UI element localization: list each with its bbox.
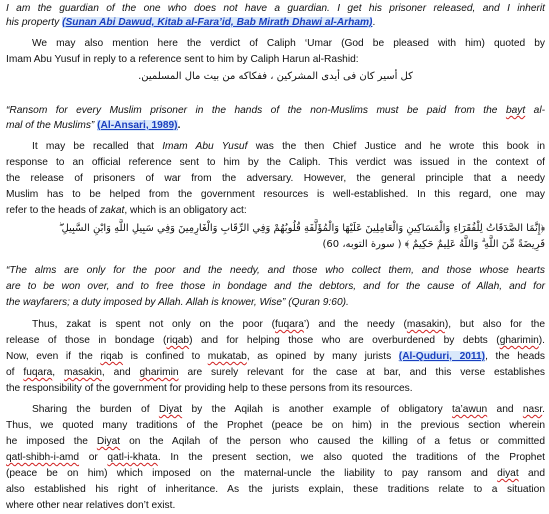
text: Imam Abu Yusuf in reply to a reference sent to him by Caliph Harun al-Rashid:	[6, 54, 359, 65]
spellcheck-word: bayt	[505, 105, 526, 116]
text: by the Aqilah is another example of obligatory	[191, 404, 443, 415]
text: ), but also for the	[444, 319, 545, 330]
text: (peace be on him) which imposed on the maternal-uncle the liability to pay ransom and	[6, 468, 488, 479]
text: ).	[538, 335, 546, 346]
text: Now, even if the	[6, 351, 93, 362]
citation-link[interactable]: (Al-Ansari, 1989)	[97, 120, 178, 131]
translation-line	[6, 296, 545, 309]
spellcheck-word: Diyat	[158, 404, 183, 415]
spellcheck-word: qatl-i-khata	[107, 452, 158, 463]
paragraph-line	[6, 382, 545, 395]
text: is confined to	[130, 351, 201, 362]
paragraph-line	[6, 204, 545, 217]
paragraph-line	[32, 37, 545, 50]
paragraph-line	[32, 140, 545, 153]
citation-link[interactable]: (Sunan Abi Dawud, Kitab al-Fara’id, Bab Mirath Dhawi al-Arham)	[62, 17, 373, 28]
spellcheck-word: riqab	[100, 351, 123, 362]
text: al-	[533, 105, 545, 116]
text: are to be won over, and to free those in bondage and the debtors, and for the cause of Allah, and for	[6, 281, 545, 292]
quran-verse-line	[6, 222, 545, 235]
arabic-quote	[6, 70, 545, 83]
translation-line	[6, 264, 545, 277]
text: Imam Abu Yusuf	[162, 141, 248, 152]
text: the wayfarers; a duty imposed by Allah. Allah is knower, Wise” (Quran 9:60).	[6, 297, 349, 308]
paragraph-line	[6, 188, 545, 201]
paragraph-line	[6, 419, 545, 432]
paragraph-line	[6, 483, 545, 496]
text: Thus, zakat is spent not only on the poor (	[32, 319, 276, 330]
text: Sharing the burden of	[32, 404, 150, 415]
text: “The alms are only for the poor and the needy, and those who collect them, and those whose hearts	[6, 265, 545, 276]
text: “Ransom for every Muslim prisoner in the hands of the non-Muslims must be paid from the	[6, 105, 498, 116]
text: he imposed the	[6, 436, 88, 447]
text: are surely relevant for the case at bar, and this verse establishes	[187, 367, 545, 378]
translation-line	[6, 280, 545, 293]
paragraph-line	[6, 451, 545, 464]
spellcheck-word: fuqara	[23, 367, 53, 378]
hadith-text-line	[6, 2, 545, 15]
spellcheck-word: fuqara	[275, 319, 304, 330]
text: .	[177, 120, 181, 131]
text: also established his right of inheritance. As the jurists explain, these traditions relate to a situation	[6, 484, 545, 495]
spellcheck-word: masakin	[406, 319, 445, 330]
text: It may be recalled that	[32, 141, 154, 152]
text: Muslim has to be helped from the government resources is well-established. In this regard, one may	[6, 189, 545, 200]
text: the release of prisoners of war from the adversary. However, the general principle that a needy	[6, 173, 545, 184]
text: his property	[6, 17, 60, 28]
arabic-text: ﴿إِنَّمَا الصَّدَقَاتُ لِلْفُقَرَاءِ وَالْمَسَاكِينِ وَالْعَامِلِينَ عَلَيْهَا وَالْمُؤَلَّفَةِ قُلُوبُهُمْ وَفِي الرِّقَابِ وَالْغَارِمِينَ وَفِي سَبِيلِ اللَّهِ وَابْنِ السَّبِيلِ ۖ	[58, 223, 545, 234]
paragraph-line	[32, 318, 545, 331]
text: I am the guardian of the one who does not have a guardian. I get his prisoner released, and I inherit	[6, 3, 545, 14]
text: ’) and the needy (	[303, 319, 407, 330]
paragraph-line	[32, 403, 545, 416]
quote-line	[6, 119, 545, 132]
text: on the Aqilah of the person who caused the killing of a fetus or committed	[129, 436, 545, 447]
text: .	[372, 17, 376, 28]
spellcheck-word: mukatab	[207, 351, 247, 362]
paragraph-line	[6, 467, 545, 480]
spellcheck-word: gharimin	[499, 335, 539, 346]
paragraph-line	[6, 435, 545, 448]
spellcheck-word: ta’awun	[452, 404, 488, 415]
spellcheck-word: gharimin	[139, 367, 179, 378]
text: response to an official reference sent to him by the Caliph. This verdict was issued in the context of	[6, 157, 545, 168]
arabic-text: فَرِيضَةً مِّنَ اللَّهِ ۗ وَاللَّهُ عَلِيمٌ حَكِيمٌ ﴾ ( سورة التوبه، 60)	[322, 239, 545, 250]
spellcheck-word: nasr	[522, 404, 543, 415]
paragraph-line	[6, 366, 545, 379]
text: .	[542, 404, 545, 415]
spellcheck-word: qatl-shibh-i-amd	[6, 452, 80, 463]
text: or	[88, 452, 98, 463]
spellcheck-word: masakin	[63, 367, 102, 378]
hadith-text-line	[6, 16, 545, 29]
text: where other near relatives don’t exist.	[6, 500, 176, 511]
text: Thus, we quoted many traditions of the Prophet (peace be on him) in the previous section wherein	[6, 420, 545, 431]
text: ,	[52, 367, 56, 378]
spellcheck-word: riqab	[166, 335, 190, 346]
text: . In the present section, we also quoted the traditions of the Prophet	[157, 452, 545, 463]
citation-link[interactable]: (Al-Quduri, 2011)	[398, 351, 486, 362]
text: and	[496, 404, 514, 415]
text: , which is an obligatory act:	[124, 205, 247, 216]
text: , the heads	[485, 351, 545, 362]
paragraph-line	[6, 334, 545, 347]
text: mal of the Muslims”	[6, 120, 95, 131]
paragraph-line	[6, 53, 545, 66]
paragraph-line	[6, 156, 545, 169]
spellcheck-word: diyat	[497, 468, 519, 479]
paragraph-line	[6, 350, 545, 363]
paragraph-line	[6, 172, 545, 185]
spellcheck-word: Diyat	[96, 436, 121, 447]
text: ) and for helping those who are overburdened by debts (	[189, 335, 500, 346]
paragraph-line	[6, 499, 545, 512]
text: and	[528, 468, 545, 479]
text: the responsibility of the government for providing help to these persons from its resources.	[6, 383, 413, 394]
quran-verse-line	[6, 238, 545, 251]
text: , and	[101, 367, 131, 378]
text: of	[6, 367, 15, 378]
text: We may also mention here the verdict of Caliph ‘Umar (God be pleased with him) quoted by	[32, 38, 545, 49]
quote-line	[6, 104, 545, 117]
text: , as opined by many jurists	[246, 351, 392, 362]
text: was the then Chief Justice and he wrote this book in	[255, 141, 545, 152]
text: zakat	[100, 205, 125, 216]
text: refer to the heads of	[6, 205, 98, 216]
arabic-text: كل أسير كان فى أيدى المشركين ، ففكاكه من بيت مال المسلمين.	[138, 71, 413, 82]
text: release of those in bondage (	[6, 335, 167, 346]
